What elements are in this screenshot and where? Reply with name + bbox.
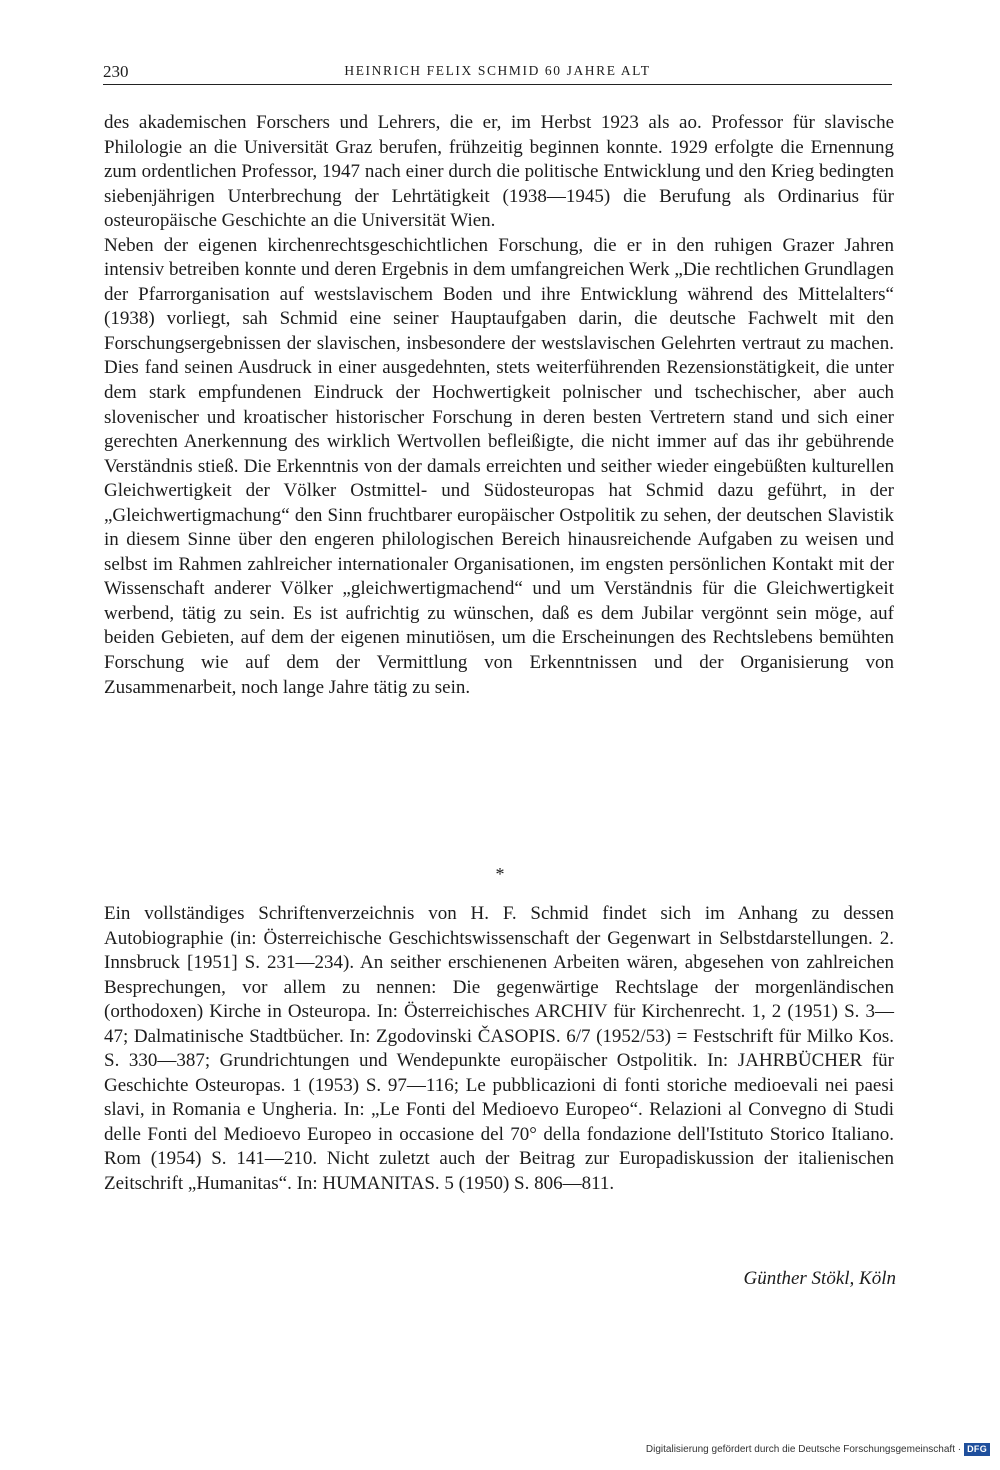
section-separator: * — [495, 864, 505, 884]
author-signature: Günther Stökl, Köln — [743, 1268, 896, 1289]
main-text — [104, 111, 894, 700]
digitization-footer — [646, 1443, 990, 1456]
paragraph: Neben der eigenen kirchenrechtsgeschichtlichen Forschung, die er in den ruhigen Grazer Jahren intensiv betreiben konnte und deren Ergebnis in dem umfangreichen Werk „Die rechtlichen Grundlagen der Pfarrorganisation auf westslavischem Boden und ihre Entwicklung während des Mittelalters“ (1938) vorliegt, sah Schmid eine seiner Hauptaufgaben darin, die deutsche Fachwelt mit den Forschungsergebnissen der slavischen, insbesondere der westslavischen Gelehrten vertraut zu machen. Dies fand seinen Ausdruck in einer ausgedehnten, stets weiterführenden Rezensionstätigkeit, die unter dem stark empfundenen Eindruck der Hochwertigkeit polnischer und tschechischer, aber auch slovenischer und kroatischer historischer Forschung in deren besten Vertretern stand und sich einer gerechten Anerkennung des wirklich Wertvollen befleißigte, die nicht immer auf das ihr gebührende Verständnis stieß. Die Erkenntnis von der damals erreichten und seither wieder eingebüßten kulturellen Gleichwertigkeit der Völker Ostmittel- und Südosteuropas hat Schmid dazu geführt, in der „Gleichwertigmachung“ den Sinn fruchtbarer europäischer Ostpolitik zu sehen, der deutschen Slavistik in diesem Sinne über den engeren philologischen Bereich hinausreichende Aufgaben zu weisen und selbst im Rahmen zahlreicher internationaler Organisationen, im engsten persönlichen Kontakt mit der Wissenschaft anderer Völker „gleichwertigmachend“ und um Verständnis für die Gleichwertigkeit werbend, tätig zu sein. Es ist aufrichtig zu wünschen, daß es dem Jubilar vergönnt sein möge, auf beiden Gebieten, auf dem der eigenen minutiösen, um die Erscheinungen des Rechtslebens bemühten Forschung wie auf dem der Vermittlung von Erkenntnissen und der Organisierung von Zusammenarbeit, noch lange Jahre tätig zu sein. — [104, 234, 894, 698]
page-number: 230 — [103, 62, 129, 81]
page-header — [103, 58, 892, 85]
dfg-logo-icon: DFG — [964, 1443, 990, 1456]
paragraph: des akademischen Forschers und Lehrers, die er, im Herbst 1923 als ao. Professor für slavische Philologie an die Universität Graz berufen, frühzeitig beginnen konnte. 1929 erfolgte die Ernennung zum ordentlichen Professor, 1947 nach einer durch die politische Entwicklung und den Krieg bedingten siebenjährigen Unterbrechung der Lehrtätigkeit (1938—1945) die Berufung als Ordinarius für osteuropäische Geschichte an die Universität Wien. — [104, 112, 894, 232]
paragraph: Ein vollständiges Schriftenverzeichnis von H. F. Schmid findet sich im Anhang zu dessen Autobiographie (in: Österreichische Geschichtswissenschaft der Gegenwart in Selbstdarstellungen. 2. Innsbruck [1951] S. 231—234). An seither erschienenen Arbeiten wären, abgesehen von zahlreichen Besprechungen, vor allem zu nennen: Die gegenwärtige Rechtslage der morgenländischen (orthodoxen) Kirche in Osteuropa. In: Österreichisches ARCHIV für Kirchenrecht. 1, 2 (1951) S. 3—47; Dalmatinische Stadtbücher. In: Zgodovinski ČASOPIS. 6/7 (1952/53) = Festschrift für Milko Kos. S. 330—387; Grundrichtungen und Wendepunkte europäischer Ostpolitik. In: JAHRBÜCHER für Geschichte Osteuropas. 1 (1953) S. 97—116; Le pubblicazioni di fonti storiche medioevali nei paesi slavi, in Romania e Ungheria. In: „Le Fonti del Medioevo Europeo“. Relazioni al Convegno di Studi delle Fonti del Medioevo Europeo in occasione del 70° della fondazione dell'Istituto Storico Italiano. Rom (1954) S. 141—210. Nicht zuletzt auch der Beitrag zur Europadiskussion der italienischen Zeitschrift „Humanitas“. In: HUMANITAS. 5 (1950) S. 806—811. — [104, 903, 894, 1195]
running-title: HEINRICH FELIX SCHMID 60 JAHRE ALT — [344, 63, 651, 78]
bibliography-paragraph — [104, 902, 894, 1197]
footer-text: Digitalisierung gefördert durch die Deutsche Forschungsgemeinschaft · — [645, 1444, 962, 1455]
